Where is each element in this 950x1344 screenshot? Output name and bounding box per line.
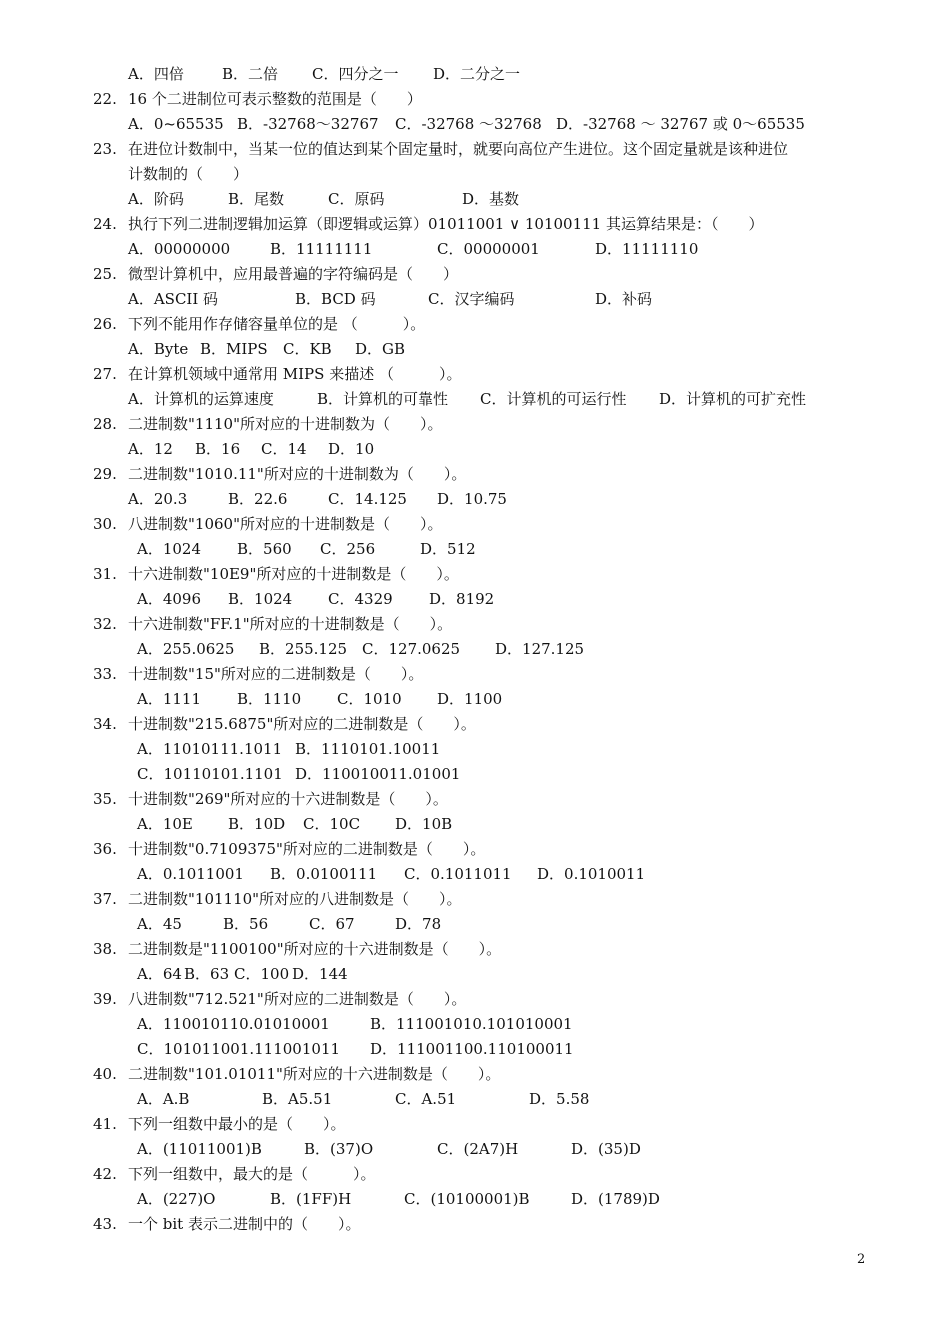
question-number: 42.: [93, 1165, 117, 1183]
question-text: 下列不能用作存储容量单位的是 （ ）。: [128, 315, 426, 333]
option: C．10C: [303, 815, 361, 833]
option: B．560: [237, 540, 292, 558]
option: A．10E: [137, 815, 193, 833]
option: D．78: [395, 915, 442, 933]
question-number: 38.: [93, 940, 117, 958]
option: D．GB: [355, 340, 406, 358]
question-text: 在计算机领域中通常用 MIPS 来描述 （ ）。: [128, 365, 462, 383]
option: A．1024: [137, 540, 202, 558]
option: C．(10100001)B: [404, 1190, 530, 1208]
option: C．(2A7)H: [437, 1140, 519, 1158]
option: C．67: [309, 915, 355, 933]
question-number: 22.: [93, 90, 117, 108]
option: A．ASCII 码: [128, 290, 219, 308]
question-text: 在进位计数制中，当某一位的值达到某个固定量时，就要向高位产生进位。这个固定量就是该种进位: [128, 140, 789, 158]
option: C．1010: [337, 690, 402, 708]
question-number: 37.: [93, 890, 117, 908]
option: C．汉字编码: [428, 290, 515, 308]
option: D．144: [292, 965, 348, 983]
option: A．四倍: [128, 65, 184, 83]
question-text: 一个 bit 表示二进制中的（ ）。: [128, 1215, 361, 1233]
option: B．111001010.101010001: [370, 1015, 573, 1033]
option: D．-32768 ～ 32767 或 0～65535: [556, 115, 805, 133]
option: D．512: [420, 540, 476, 558]
option: C．14.125: [328, 490, 407, 508]
option: D．10B: [395, 815, 453, 833]
question-number: 24.: [93, 215, 117, 233]
option: B．(1FF)H: [270, 1190, 352, 1208]
option: B．计算机的可靠性: [317, 390, 449, 408]
question-number: 30.: [93, 515, 117, 533]
question-text: 八进制数"1060"所对应的十进制数是（ ）。: [128, 515, 443, 533]
option: C．四分之一: [312, 65, 399, 83]
option: B．1110: [237, 690, 302, 708]
option: B．1024: [228, 590, 293, 608]
option: C．计算机的可运行性: [480, 390, 627, 408]
option: B．尾数: [228, 190, 285, 208]
option: B．0.0100111: [270, 865, 378, 883]
option: D．补码: [595, 290, 653, 308]
option: A．64: [137, 965, 182, 983]
question-number: 40.: [93, 1065, 117, 1083]
option: A．4096: [137, 590, 202, 608]
option: A．A.B: [137, 1090, 190, 1108]
question-text: 二进制数"101.01011"所对应的十六进制数是（ ）。: [128, 1065, 501, 1083]
question-text: 微型计算机中，应用最普遍的字符编码是（ ）: [128, 265, 459, 283]
page-number: 2: [857, 1252, 866, 1267]
option: A．阶码: [128, 190, 184, 208]
option: B．10D: [228, 815, 286, 833]
question-text: 十进制数"215.6875"所对应的二进制数是（ ）。: [128, 715, 476, 733]
option: C．14: [261, 440, 307, 458]
option: B．255.125: [259, 640, 348, 658]
question-text: 二进制数"1110"所对应的十进制数为（ ）。: [128, 415, 443, 433]
option: B．11111111: [270, 240, 373, 258]
question-number: 35.: [93, 790, 117, 808]
question-text: 十进制数"0.7109375"所对应的二进制数是（ ）。: [128, 840, 486, 858]
question-text: 十进制数"269"所对应的十六进制数是（ ）。: [128, 790, 448, 808]
question-number: 34.: [93, 715, 117, 733]
option: D．11111110: [595, 240, 699, 258]
option: B．22.6: [228, 490, 288, 508]
option: D．基数: [462, 190, 520, 208]
option: D．计算机的可扩充性: [659, 390, 807, 408]
option: B．16: [195, 440, 241, 458]
option: A．110010110.01010001: [137, 1015, 330, 1033]
option: A．Byte: [128, 340, 189, 358]
question-text: 十六进制数"FF.1"所对应的十进制数是（ ）。: [128, 615, 453, 633]
question-text: 二进制数"101110"所对应的八进制数是（ ）。: [128, 890, 462, 908]
option: D．8192: [429, 590, 495, 608]
question-number: 43.: [93, 1215, 117, 1233]
question-text: 执行下列二进制逻辑加运算（即逻辑或运算）01011001 ∨ 10100111 其运算结果是：（ ）: [128, 215, 764, 233]
option: B．MIPS: [200, 340, 268, 358]
option: D．(35)D: [571, 1140, 641, 1158]
question-text: 下列一组数中，最大的是（ ）。: [128, 1165, 376, 1183]
question-text: 二进制数"1010.11"所对应的十进制数为（ ）。: [128, 465, 467, 483]
question-number: 27.: [93, 365, 117, 383]
option: D．111001100.110100011: [370, 1040, 574, 1058]
question-number: 33.: [93, 665, 117, 683]
option: D．127.125: [495, 640, 585, 658]
option: A．255.0625: [137, 640, 235, 658]
question-number: 36.: [93, 840, 117, 858]
option: A．0.1011001: [137, 865, 244, 883]
question-number: 26.: [93, 315, 117, 333]
option: C．127.0625: [362, 640, 461, 658]
question-number: 28.: [93, 415, 117, 433]
question-text: 下列一组数中最小的是（ ）。: [128, 1115, 346, 1133]
question-text: 十六进制数"10E9"所对应的十进制数是（ ）。: [128, 565, 459, 583]
option: B．63: [184, 965, 230, 983]
question-number: 23.: [93, 140, 117, 158]
option: C．0.1011011: [404, 865, 512, 883]
option: C．原码: [328, 190, 385, 208]
option: C．-32768 ～32768: [395, 115, 542, 133]
question-text: 16 个二进制位可表示整数的范围是（ ）: [128, 90, 422, 108]
option: D．5.58: [529, 1090, 590, 1108]
question-number: 41.: [93, 1115, 117, 1133]
option: A．45: [137, 915, 182, 933]
option: C．100: [234, 965, 290, 983]
option: A．00000000: [128, 240, 231, 258]
option: A．计算机的运算速度: [128, 390, 274, 408]
question-text: 八进制数"712.521"所对应的二进制数是（ ）。: [128, 990, 467, 1008]
question-number: 29.: [93, 465, 117, 483]
option: C．KB: [283, 340, 332, 358]
option: C．00000001: [437, 240, 540, 258]
option: B．56: [223, 915, 269, 933]
option: A．11010111.1011: [137, 740, 283, 758]
option: D．10: [328, 440, 375, 458]
option: B．1110101.10011: [295, 740, 441, 758]
option: C．4329: [328, 590, 393, 608]
question-number: 25.: [93, 265, 117, 283]
question-number: 31.: [93, 565, 117, 583]
question-number: 39.: [93, 990, 117, 1008]
option: A．(11011001)B: [137, 1140, 262, 1158]
option: D．10.75: [437, 490, 507, 508]
question-text: 计数制的（ ）: [128, 165, 249, 183]
option: D．二分之一: [433, 65, 521, 83]
option: C．256: [320, 540, 376, 558]
option: A．12: [128, 440, 173, 458]
option: A．20.3: [128, 490, 188, 508]
option: C．10110101.1101: [137, 765, 283, 783]
option: A．1111: [137, 690, 202, 708]
option: B．(37)O: [304, 1140, 374, 1158]
option: A．0~65535: [128, 115, 224, 133]
option: D．110010011.01001: [295, 765, 461, 783]
option: B．-32768～32767: [237, 115, 379, 133]
option: D．0.1010011: [537, 865, 646, 883]
option: D．(1789)D: [571, 1190, 660, 1208]
option: C．101011001.111001011: [137, 1040, 341, 1058]
question-text: 十进制数"15"所对应的二进制数是（ ）。: [128, 665, 424, 683]
option: B．BCD 码: [295, 290, 376, 308]
option: D．1100: [437, 690, 503, 708]
option: B．二倍: [222, 65, 279, 83]
question-number: 32.: [93, 615, 117, 633]
option: A．(227)O: [137, 1190, 216, 1208]
question-text: 二进制数是"1100100"所对应的十六进制数是（ ）。: [128, 940, 502, 958]
option: C．A.51: [395, 1090, 457, 1108]
option: B．A5.51: [262, 1090, 333, 1108]
